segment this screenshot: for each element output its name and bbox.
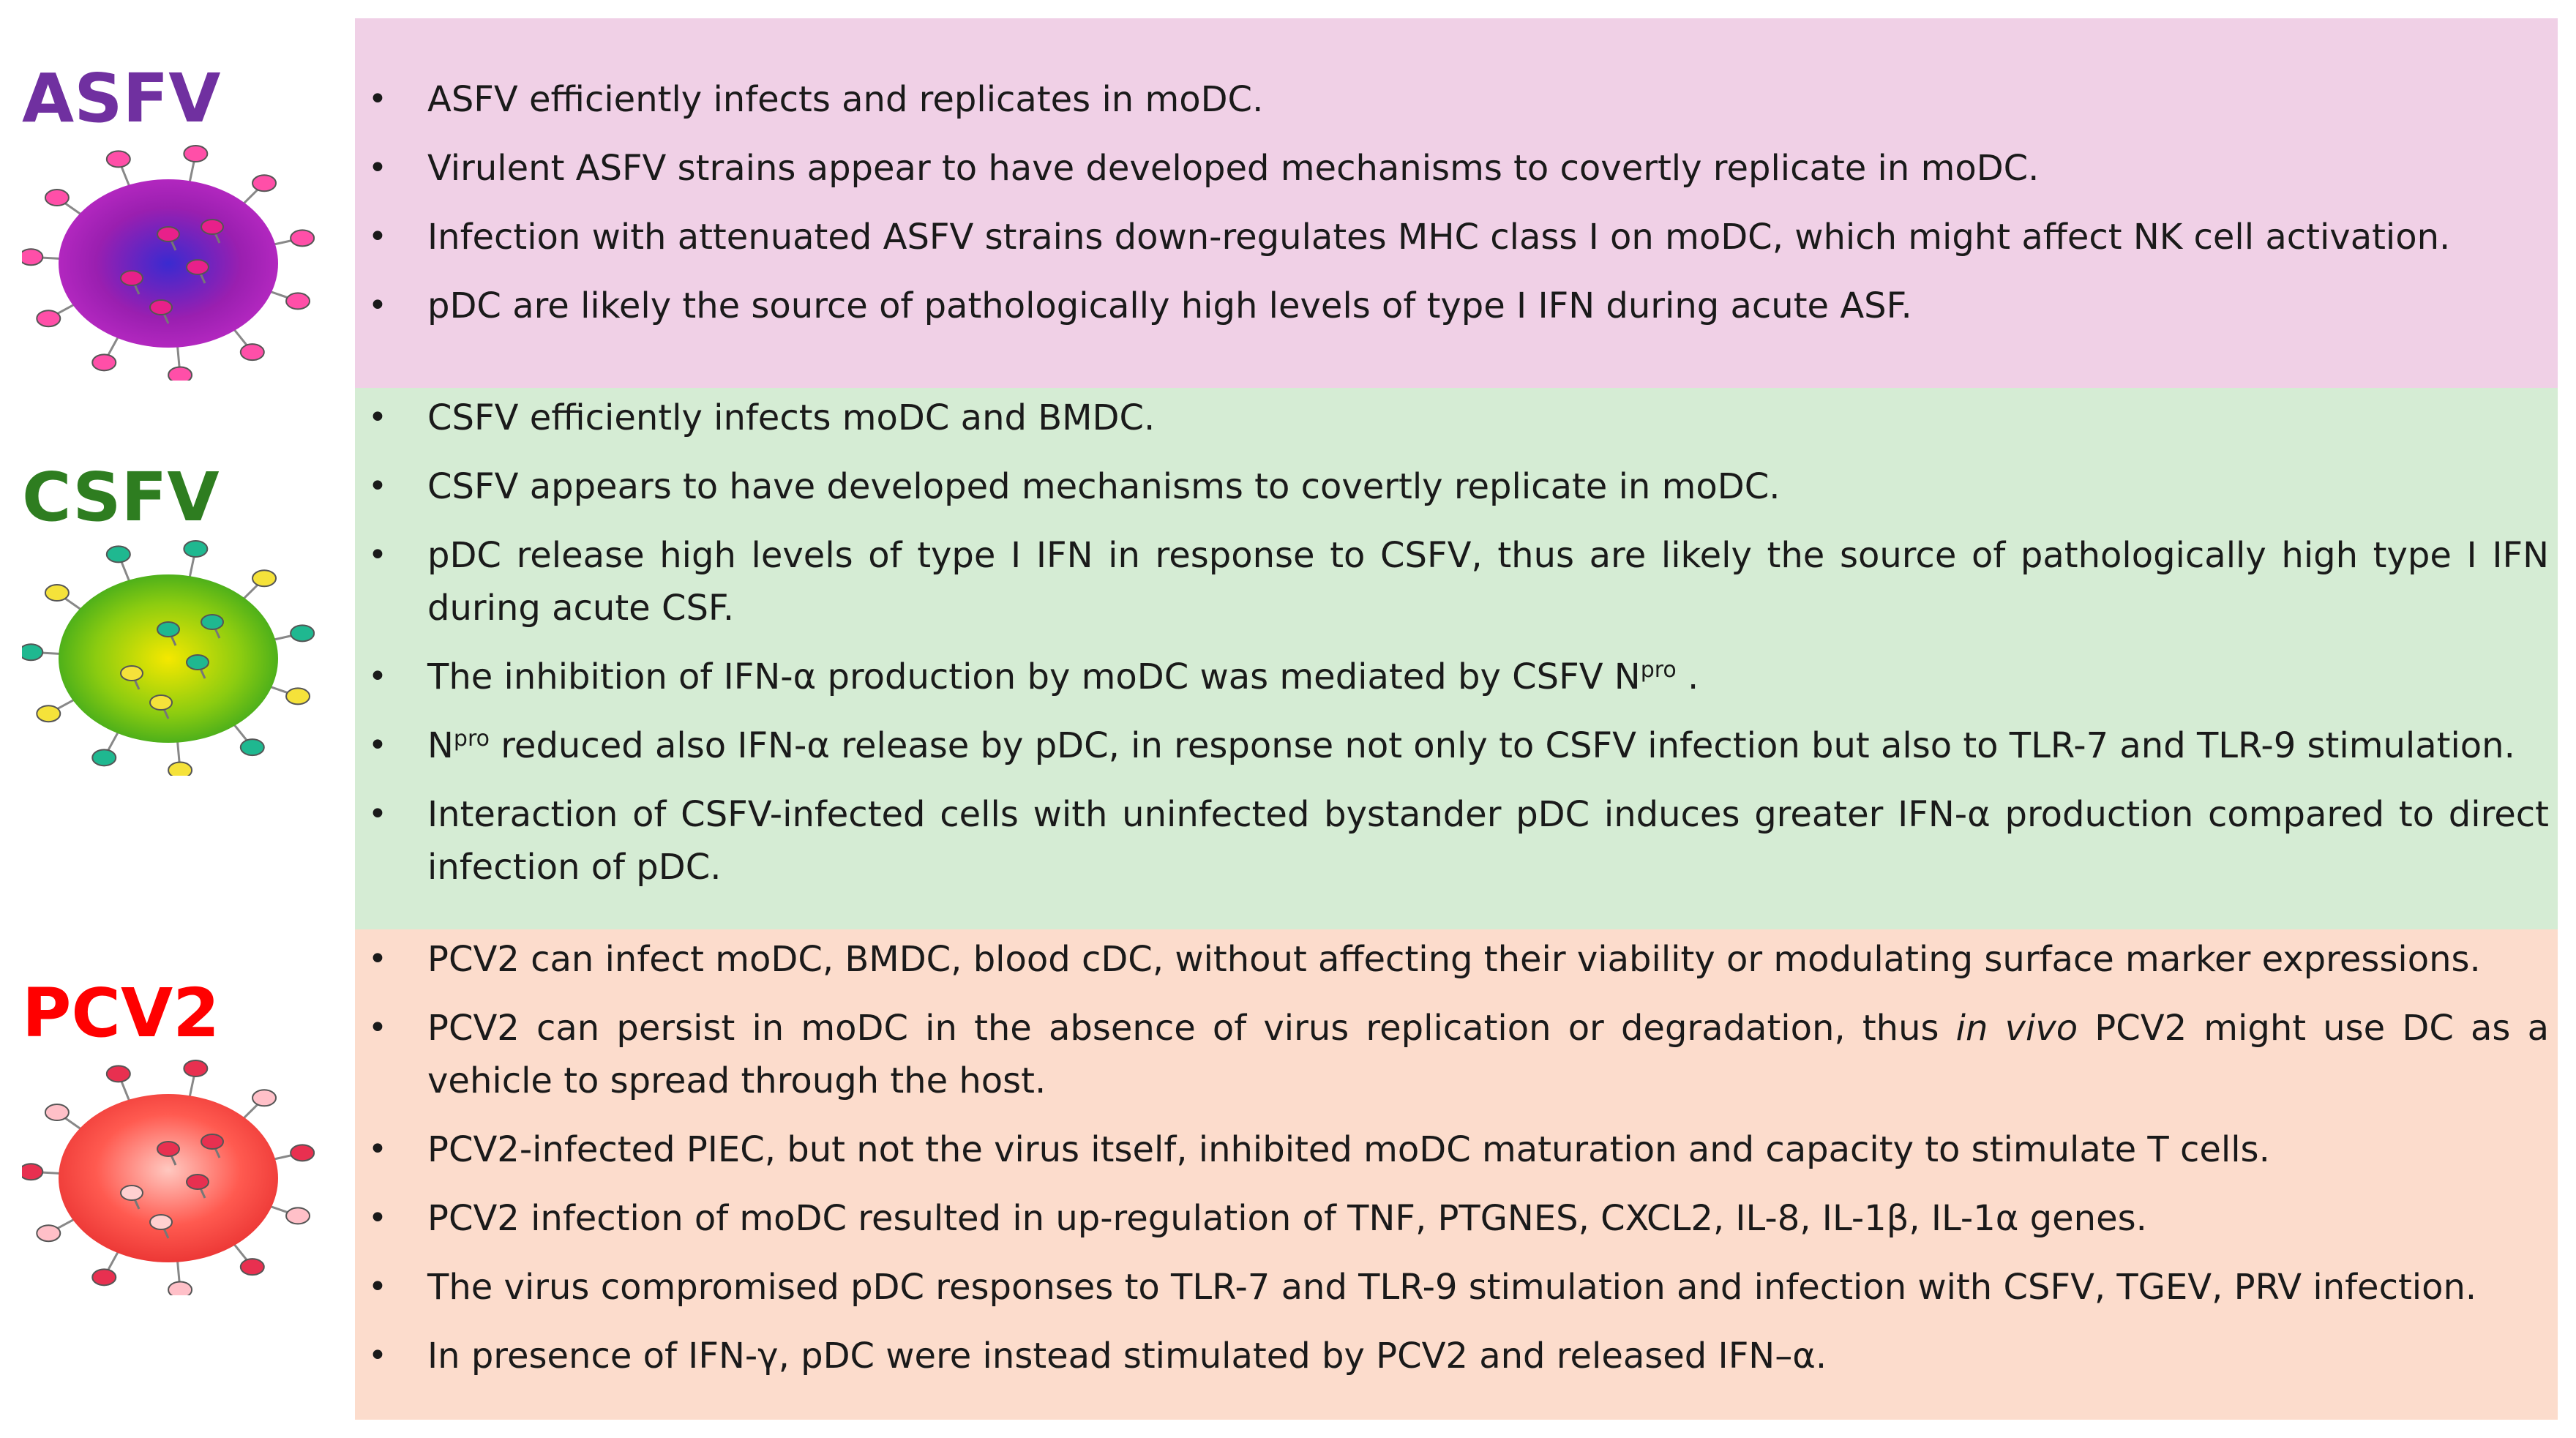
csfv-inner-head [187,655,209,670]
pcv2-spike-head [168,1281,192,1295]
csfv-bullet-4-sup: pro [1640,657,1677,683]
asfv-spike-head [184,146,207,162]
asfv-spike-head [291,230,314,246]
asfv-inner-head [157,227,179,241]
pcv2-spike-head [241,1259,264,1275]
pcv2-inner-head [150,1215,172,1229]
pcv2-spike-head [37,1225,60,1241]
asfv-bullet-4: • pDC are likely the source of pathologically high levels of type I IFN during acute ASF. [355,280,2549,332]
pcv2-inner-head [187,1175,209,1189]
asfv-inner-head [201,220,223,234]
csfv-bullet-4-end: . [1676,656,1699,697]
asfv-inner-head [121,271,143,285]
asfv-spike-head [241,344,264,360]
pcv2-bullet-2 [355,1002,2549,1107]
pcv2-bullet-2-end: PCV2 might use DC as a vehicle to spread through the host. [427,1008,2550,1101]
pcv2-bullet-2-text: PCV2 can persist in moDC in the absence of virus replication or degradation, thus [427,1008,1956,1049]
asfv-spike-head [45,190,69,206]
csfv-bullet-5 [355,719,2549,772]
pcv2-bullet-list [355,933,2549,1382]
csfv-bullet-2: • CSFV appears to have developed mechanisms to covertly replicate in moDC. [355,460,2549,513]
pcv2-inner-head [157,1142,179,1156]
csfv-spike-head [45,585,69,601]
pcv2-panel [355,929,2558,1420]
asfv-spike-head [22,249,42,265]
pcv2-inner-head [201,1134,223,1149]
csfv-virus-icon [22,534,315,776]
pcv2-spike-head [184,1060,207,1076]
csfv-bullet-3: • pDC release high levels of type I IFN in response to CSFV, thus are likely the source of pathologically high type I IFN during acute CSF. [355,529,2549,634]
asfv-spike-head [92,354,116,370]
asfv-inner-head [187,260,209,274]
csfv-spike-head [252,570,276,586]
csfv-inner-head [157,622,179,637]
csfv-spike-head [92,749,116,765]
csfv-bullet-5-sup: pro [453,726,490,752]
pcv2-bullet-4: • PCV2 infection of moDC resulted in up-regulation of TNF, PTGNES, CXCL2, IL-8, IL-1β, IL-1α genes. [355,1192,2549,1245]
csfv-bullet-5-text: reduced also IFN-α release by pDC, in response not only to CSFV infection but also to TLR-7 and TLR-9 stimulation. [489,725,2515,766]
csfv-inner-head [201,615,223,629]
pcv2-bullet-1: • PCV2 can infect moDC, BMDC, blood cDC, without affecting their viability or modulating surface marker expressions. [355,933,2549,986]
asfv-spike-head [286,293,310,309]
pcv2-spike-head [286,1207,310,1224]
pcv2-bullet-3: • PCV2-infected PIEC, but not the virus itself, inhibited moDC maturation and capacity to stimulate T cells. [355,1123,2549,1176]
pcv2-spike-head [107,1066,130,1082]
csfv-spike-head [241,739,264,755]
csfv-label: CSFV [22,458,220,536]
asfv-spike-head [107,151,130,167]
pcv2-spike-head [92,1269,116,1285]
csfv-bullet-4-text: The inhibition of IFN-α production by moDC was mediated by CSFV N [427,656,1641,697]
csfv-spike-head [286,688,310,704]
asfv-spike-head [168,367,192,381]
pcv2-inner-head [121,1186,143,1200]
csfv-bullet-1: • CSFV efficiently infects moDC and BMDC. [355,392,2549,444]
asfv-bullet-list [355,73,2549,332]
csfv-spike-head [184,541,207,557]
csfv-bullet-6: • Interaction of CSFV-infected cells with uninfected bystander pDC induces greater IFN-α production compared to direct infection of pDC. [355,788,2549,894]
csfv-inner-head [150,695,172,710]
csfv-bullet-5-n: N [427,725,454,766]
asfv-inner-head [150,300,172,315]
csfv-spike-head [168,762,192,776]
pcv2-bullet-5: • The virus compromised pDC responses to TLR-7 and TLR-9 stimulation and infection with CSFV, TGEV, PRV infection. [355,1261,2549,1314]
pcv2-spike-head [45,1104,69,1120]
csfv-spike-head [107,546,130,562]
pcv2-spike-head [291,1145,314,1161]
csfv-spike-head [291,625,314,641]
asfv-spike-head [252,175,276,191]
asfv-virus-icon [22,139,315,381]
asfv-spike-head [37,310,60,326]
csfv-bullet-4 [355,651,2549,703]
pcv2-bullet-6: • In presence of IFN-γ, pDC were instead stimulated by PCV2 and released IFN–α. [355,1330,2549,1382]
asfv-bullet-2: • Virulent ASFV strains appear to have developed mechanisms to covertly replicate in moDC. [355,142,2549,195]
pcv2-bullet-2-italic: in vivo [1955,1008,2078,1049]
csfv-spike-head [37,705,60,722]
pcv2-spike-head [22,1164,42,1180]
asfv-bullet-3: • Infection with attenuated ASFV strains down-regulates MHC class I on moDC, which might affect NK cell activation. [355,211,2549,263]
csfv-spike-head [22,644,42,660]
pcv2-label: PCV2 [22,974,220,1052]
csfv-inner-head [121,666,143,681]
pcv2-virus-icon [22,1054,315,1295]
csfv-bullet-list [355,392,2549,894]
asfv-bullet-1: • ASFV efficiently infects and replicates in moDC. [355,73,2549,126]
asfv-panel [355,18,2558,388]
pcv2-spike-head [252,1090,276,1106]
asfv-label: ASFV [22,59,221,138]
csfv-panel [355,388,2558,929]
